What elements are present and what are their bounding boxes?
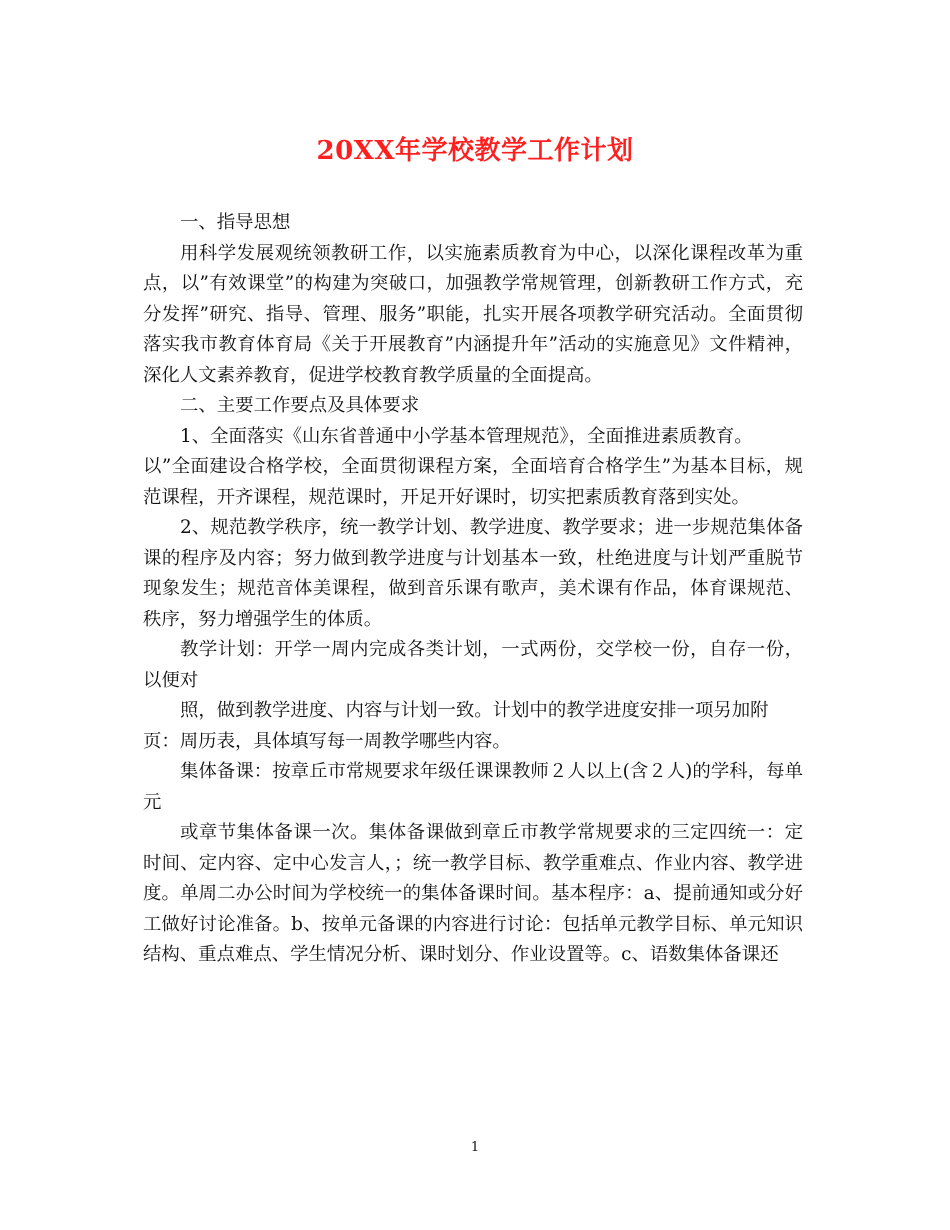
paragraph: 1、全面落实《山东省普通中小学基本管理规范》，全面推进素质教育。 xyxy=(180,425,753,447)
paragraph: 集体备课：按章丘市常规要求年级任课课教师２人以上(含２人)的学科，每单元 xyxy=(143,761,803,813)
paragraph: 用科学发展观统领教研工作，以实施素质教育为中心，以深化课程改革为重点，以”有效课堂”的构建为突破口，加强教学常规管理，创新教研工作方式，充分发挥”研究、指导、管理、服务”职能，扎实开展各项教学研究活动。全面贯彻落实我市教育体育局《关于开展教育”内涵提升年”活动的实施意见》文件精神，深化人文素养教育，促进学校教育教学质量的全面提高。 xyxy=(143,242,803,386)
paragraph: 2、规范教学秩序，统一教学计划、教学进度、教学要求；进一步规范集体备课的程序及内容；努力做到教学进度与计划基本一致，杜绝进度与计划严重脱节现象发生；规范音体美课程，做到音乐课有歌声，美术课有作品，体育课规范、秩序，努力增强学生的体质。 xyxy=(143,517,803,630)
paragraph: 教学计划：开学一周内完成各类计划，一式两份，交学校一份，自存一份，以便对 xyxy=(143,639,803,691)
section-heading: 二、主要工作要点及具体要求 xyxy=(180,395,420,416)
paragraph: 照，做到教学进度、内容与计划一致。计划中的教学进度安排一项另加附 xyxy=(180,700,769,721)
page-number: 1 xyxy=(470,1140,480,1155)
document-title: 20XX年学校教学工作计划 xyxy=(316,136,634,166)
section-heading: 一、指导思想 xyxy=(180,212,291,233)
document-body xyxy=(143,208,803,971)
paragraph: 页：周历表，具体填写每一周教学哪些内容。 xyxy=(143,730,511,752)
paragraph: 以”全面建设合格学校，全面贯彻课程方案，全面培育合格学生”为基本目标，规范课程，开齐课程，规范课时，开足开好课时，切实把素质教育落到实处。 xyxy=(143,456,803,508)
paragraph: 或章节集体备课一次。集体备课做到章丘市教学常规要求的三定四统一：定时间、定内容、定中心发言人，；统一教学目标、教学重难点、作业内容、教学进度。单周二办公时间为学校统一的集体备课时间。基本程序：a、提前通知或分好工做好讨论准备。b、按单元备课的内容进行讨论：包括单元教学目标、单元知识结构、重点难点、学生情况分析、课时划分、作业设置等。c、语数集体备课还 xyxy=(143,822,803,965)
